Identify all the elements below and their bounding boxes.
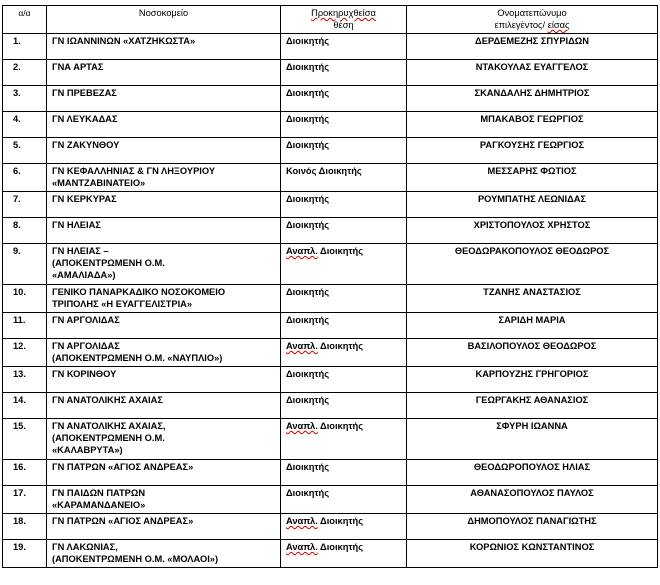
- row-hospital: [47, 419, 281, 460]
- hospital-line: ΓΝ ΛΕΥΚΑΔΑΣ: [52, 114, 118, 124]
- hospital-line: ΓΝ ΑΡΓΟΛΙΔΑΣ: [52, 341, 120, 351]
- position-title: Διοικητής: [317, 421, 364, 431]
- row-appointee-name: ΚΑΡΠΟΥΖΗΣ ΓΡΗΓΟΡΙΟΣ: [407, 367, 658, 393]
- appointments-table: [2, 5, 658, 568]
- row-appointee-name: ΣΚΑΝΔΑΛΗΣ ΔΗΜΗΤΡΙΟΣ: [407, 86, 658, 112]
- row-appointee-name: ΔΗΜΟΠΟΥΛΟΣ ΠΑΝΑΓΙΩΤΗΣ: [407, 514, 658, 540]
- header-position-line1: Προκηρυχθείσα: [311, 8, 376, 18]
- position-title: Διοικητής: [286, 462, 330, 472]
- row-position: [281, 514, 407, 540]
- row-appointee-name: ΔΕΡΔΕΜΕΖΗΣ ΣΠΥΡΙΔΩΝ: [407, 34, 658, 60]
- position-title: Διοικητής: [286, 220, 330, 230]
- position-title: Διοικητής: [286, 114, 330, 124]
- header-name-line2: [412, 19, 652, 31]
- row-position: [281, 339, 407, 367]
- row-hospital: [47, 192, 281, 218]
- row-position: [281, 86, 407, 112]
- row-number: 10.: [3, 285, 47, 313]
- row-appointee-name: ΑΘΑΝΑΣΟΠΟΥΛΟΣ ΠΑΥΛΟΣ: [407, 486, 658, 514]
- hospital-line: ΓΝ ΚΕΦΑΛΛΗΝΙΑΣ & ΓΝ ΛΗΞΟΥΡΙΟΥ: [52, 166, 216, 176]
- position-title: Διοικητής: [317, 246, 364, 256]
- hospital-line: ΤΡΙΠΟΛΗΣ «Η ΕΥΑΓΓΕΛΙΣΤΡΙΑ»: [52, 299, 193, 309]
- table-row: [3, 218, 658, 244]
- hospital-line: ΓΝ ΚΕΡΚΥΡΑΣ: [52, 194, 117, 204]
- row-hospital: [47, 112, 281, 138]
- row-number: 19.: [3, 540, 47, 568]
- row-appointee-name: ΒΑΣΙΛΟΠΟΥΛΟΣ ΘΕΟΔΩΡΟΣ: [407, 339, 658, 367]
- table-row: [3, 393, 658, 419]
- row-hospital: [47, 514, 281, 540]
- hospital-line: «ΑΜΑΛΙΑΔΑ»): [52, 270, 116, 280]
- hospital-line: ΓΝ ΠΑΤΡΩΝ «ΑΓΙΟΣ ΑΝΔΡΕΑΣ»: [52, 516, 194, 526]
- row-number: 15.: [3, 419, 47, 460]
- hospital-line: (ΑΠΟΚΕΝΤΡΩΜΕΝΗ Ο.Μ. «ΝΑΥΠΛΙΟ»): [52, 353, 223, 363]
- row-position: [281, 285, 407, 313]
- header-name-line2-b: είσας: [547, 20, 570, 30]
- row-appointee-name: ΜΠΑΚΑΒΟΣ ΓΕΩΡΓΙΟΣ: [407, 112, 658, 138]
- row-hospital: [47, 218, 281, 244]
- hospital-line: ΓΝ ΚΟΡΙΝΘΟΥ: [52, 369, 117, 379]
- hospital-line: ΓΝ ΛΑΚΩΝΙΑΣ,: [52, 542, 118, 552]
- hospital-line: ΓΝΑ ΑΡΤΑΣ: [52, 62, 104, 72]
- position-title: Διοικητής: [286, 287, 330, 297]
- table-row: [3, 112, 658, 138]
- position-title: Διοικητής: [317, 341, 364, 351]
- row-position: [281, 419, 407, 460]
- hospital-line: ΓΝ ΑΝΑΤΟΛΙΚΗΣ ΑΧΑΙΑΣ,: [52, 421, 166, 431]
- position-title: Κοινός Διοικητής: [286, 166, 362, 176]
- position-title: Διοικητής: [286, 140, 330, 150]
- row-appointee-name: ΜΕΣΣΑΡΗΣ ΦΩΤΙΟΣ: [407, 164, 658, 192]
- hospital-line: ΓΝ ΠΡΕΒΕΖΑΣ: [52, 88, 117, 98]
- hospital-line: (ΑΠΟΚΕΝΤΡΩΜΕΝΗ Ο.Μ. «ΜΟΛΑΟΙ»): [52, 554, 219, 564]
- hospital-line: «ΜΑΝΤΖΑΒΙΝΑΤΕΙΟ»: [52, 178, 146, 188]
- row-hospital: [47, 34, 281, 60]
- row-position: [281, 60, 407, 86]
- position-title: Διοικητής: [286, 62, 330, 72]
- hospital-line: ΓΝ ΗΛΕΙΑΣ: [52, 220, 101, 230]
- position-title: Διοικητής: [286, 315, 330, 325]
- hospital-line: ΓΝ ΑΝΑΤΟΛΙΚΗΣ ΑΧΑΙΑΣ: [52, 395, 163, 405]
- row-number: 2.: [3, 60, 47, 86]
- row-position: [281, 138, 407, 164]
- hospital-line: ΓΝ ΗΛΕΙΑΣ –: [52, 246, 109, 256]
- row-hospital: [47, 285, 281, 313]
- table-row: [3, 138, 658, 164]
- row-number: 16.: [3, 460, 47, 486]
- table-body: [3, 34, 658, 568]
- hospital-line: ΓΝ ΑΡΓΟΛΙΔΑΣ: [52, 315, 120, 325]
- row-number: 18.: [3, 514, 47, 540]
- table-row: [3, 419, 658, 460]
- hospital-line: (ΑΠΟΚΕΝΤΡΩΜΕΝΗ Ο.Μ.: [52, 258, 165, 268]
- row-hospital: [47, 460, 281, 486]
- position-title: Διοικητής: [317, 542, 364, 552]
- hospital-line: (ΑΠΟΚΕΝΤΡΩΜΕΝΗ Ο.Μ.: [52, 433, 165, 443]
- hospital-line: ΓΕΝΙΚΟ ΠΑΝΑΡΚΑΔΙΚΟ ΝΟΣΟΚΟΜΕΙΟ: [52, 287, 226, 297]
- row-number: 5.: [3, 138, 47, 164]
- row-position: [281, 34, 407, 60]
- row-appointee-name: ΣΑΡΙΔΗ ΜΑΡΙΑ: [407, 313, 658, 339]
- hospital-line: ΓΝ ΖΑΚΥΝΘΟΥ: [52, 140, 120, 150]
- row-number: 7.: [3, 192, 47, 218]
- hospital-line: «ΚΑΛΑΒΡΥΤΑ»): [52, 445, 123, 455]
- row-hospital: [47, 86, 281, 112]
- position-title: Διοικητής: [286, 488, 330, 498]
- row-appointee-name: ΤΖΑΝΗΣ ΑΝΑΣΤΑΣΙΟΣ: [407, 285, 658, 313]
- header-num: α/α: [3, 6, 47, 34]
- row-hospital: [47, 367, 281, 393]
- row-number: 1.: [3, 34, 47, 60]
- header-position: [281, 6, 407, 34]
- table-row: [3, 285, 658, 313]
- row-position: [281, 218, 407, 244]
- table-row: [3, 34, 658, 60]
- position-prefix: Αναπλ.: [286, 341, 318, 351]
- position-prefix: Αναπλ.: [286, 542, 318, 552]
- header-name: [407, 6, 658, 34]
- row-hospital: [47, 164, 281, 192]
- position-title: Διοικητής: [317, 516, 364, 526]
- row-position: [281, 540, 407, 568]
- row-number: 8.: [3, 218, 47, 244]
- row-appointee-name: ΘΕΟΔΩΡΟΠΟΥΛΟΣ ΗΛΙΑΣ: [407, 460, 658, 486]
- row-appointee-name: ΝΤΑΚΟΥΛΑΣ ΕΥΑΓΓΕΛΟΣ: [407, 60, 658, 86]
- table-row: [3, 339, 658, 367]
- position-prefix: Αναπλ.: [286, 421, 318, 431]
- position-title: Διοικητής: [286, 194, 330, 204]
- row-hospital: [47, 540, 281, 568]
- header-position-line2: θέση: [333, 20, 354, 30]
- header-hospital: Νοσοκομείο: [47, 6, 281, 34]
- table-row: [3, 367, 658, 393]
- table-row: [3, 313, 658, 339]
- table-row: [3, 244, 658, 285]
- table-row: [3, 540, 658, 568]
- row-hospital: [47, 486, 281, 514]
- position-prefix: Αναπλ.: [286, 516, 318, 526]
- row-hospital: [47, 313, 281, 339]
- header-name-line1: Ονοματεπώνυμο: [497, 8, 567, 18]
- row-hospital: [47, 339, 281, 367]
- hospital-line: ΓΝ ΙΩΑΝΝΙΝΩΝ «ΧΑΤΖΗΚΩΣΤΑ»: [52, 36, 196, 46]
- position-prefix: Αναπλ.: [286, 246, 318, 256]
- row-number: 4.: [3, 112, 47, 138]
- position-title: Διοικητής: [286, 88, 330, 98]
- row-number: 9.: [3, 244, 47, 285]
- table-row: [3, 460, 658, 486]
- row-appointee-name: ΧΡΙΣΤΟΠΟΥΛΟΣ ΧΡΗΣΤΟΣ: [407, 218, 658, 244]
- hospital-line: ΓΝ ΠΑΤΡΩΝ «ΑΓΙΟΣ ΑΝΔΡΕΑΣ»: [52, 462, 194, 472]
- position-title: Διοικητής: [286, 369, 330, 379]
- row-position: [281, 112, 407, 138]
- row-position: [281, 164, 407, 192]
- table-row: [3, 86, 658, 112]
- row-number: 12.: [3, 339, 47, 367]
- table-row: [3, 164, 658, 192]
- row-appointee-name: ΓΕΩΡΓΑΚΗΣ ΑΘΑΝΑΣΙΟΣ: [407, 393, 658, 419]
- row-position: [281, 367, 407, 393]
- table-row: [3, 486, 658, 514]
- table-row: [3, 192, 658, 218]
- row-number: 13.: [3, 367, 47, 393]
- row-hospital: [47, 60, 281, 86]
- row-number: 6.: [3, 164, 47, 192]
- hospital-line: ΓΝ ΠΑΙΔΩΝ ΠΑΤΡΩΝ: [52, 488, 146, 498]
- row-position: [281, 460, 407, 486]
- row-hospital: [47, 244, 281, 285]
- row-hospital: [47, 393, 281, 419]
- position-title: Διοικητής: [286, 395, 330, 405]
- table-row: [3, 514, 658, 540]
- row-number: 11.: [3, 313, 47, 339]
- table-row: [3, 60, 658, 86]
- row-number: 14.: [3, 393, 47, 419]
- row-number: 3.: [3, 86, 47, 112]
- hospital-line: «ΚΑΡΑΜΑΝΔΑΝΕΙΟ»: [52, 500, 146, 510]
- row-appointee-name: ΣΦΥΡΗ ΙΩΑΝΝΑ: [407, 419, 658, 460]
- row-position: [281, 192, 407, 218]
- row-appointee-name: ΡΑΓΚΟΥΣΗΣ ΓΕΩΡΓΙΟΣ: [407, 138, 658, 164]
- row-hospital: [47, 138, 281, 164]
- row-position: [281, 313, 407, 339]
- header-name-line2-a: επιλεγέντος/: [494, 20, 546, 30]
- row-position: [281, 244, 407, 285]
- position-title: Διοικητής: [286, 36, 330, 46]
- row-position: [281, 393, 407, 419]
- table-header-row: [3, 6, 658, 34]
- row-appointee-name: ΚΟΡΩΝΙΟΣ ΚΩΝΣΤΑΝΤΙΝΟΣ: [407, 540, 658, 568]
- row-position: [281, 486, 407, 514]
- row-appointee-name: ΘΕΟΔΩΡΑΚΟΠΟΥΛΟΣ ΘΕΟΔΩΡΟΣ: [407, 244, 658, 285]
- row-appointee-name: ΡΟΥΜΠΑΤΗΣ ΛΕΩΝΙΔΑΣ: [407, 192, 658, 218]
- row-number: 17.: [3, 486, 47, 514]
